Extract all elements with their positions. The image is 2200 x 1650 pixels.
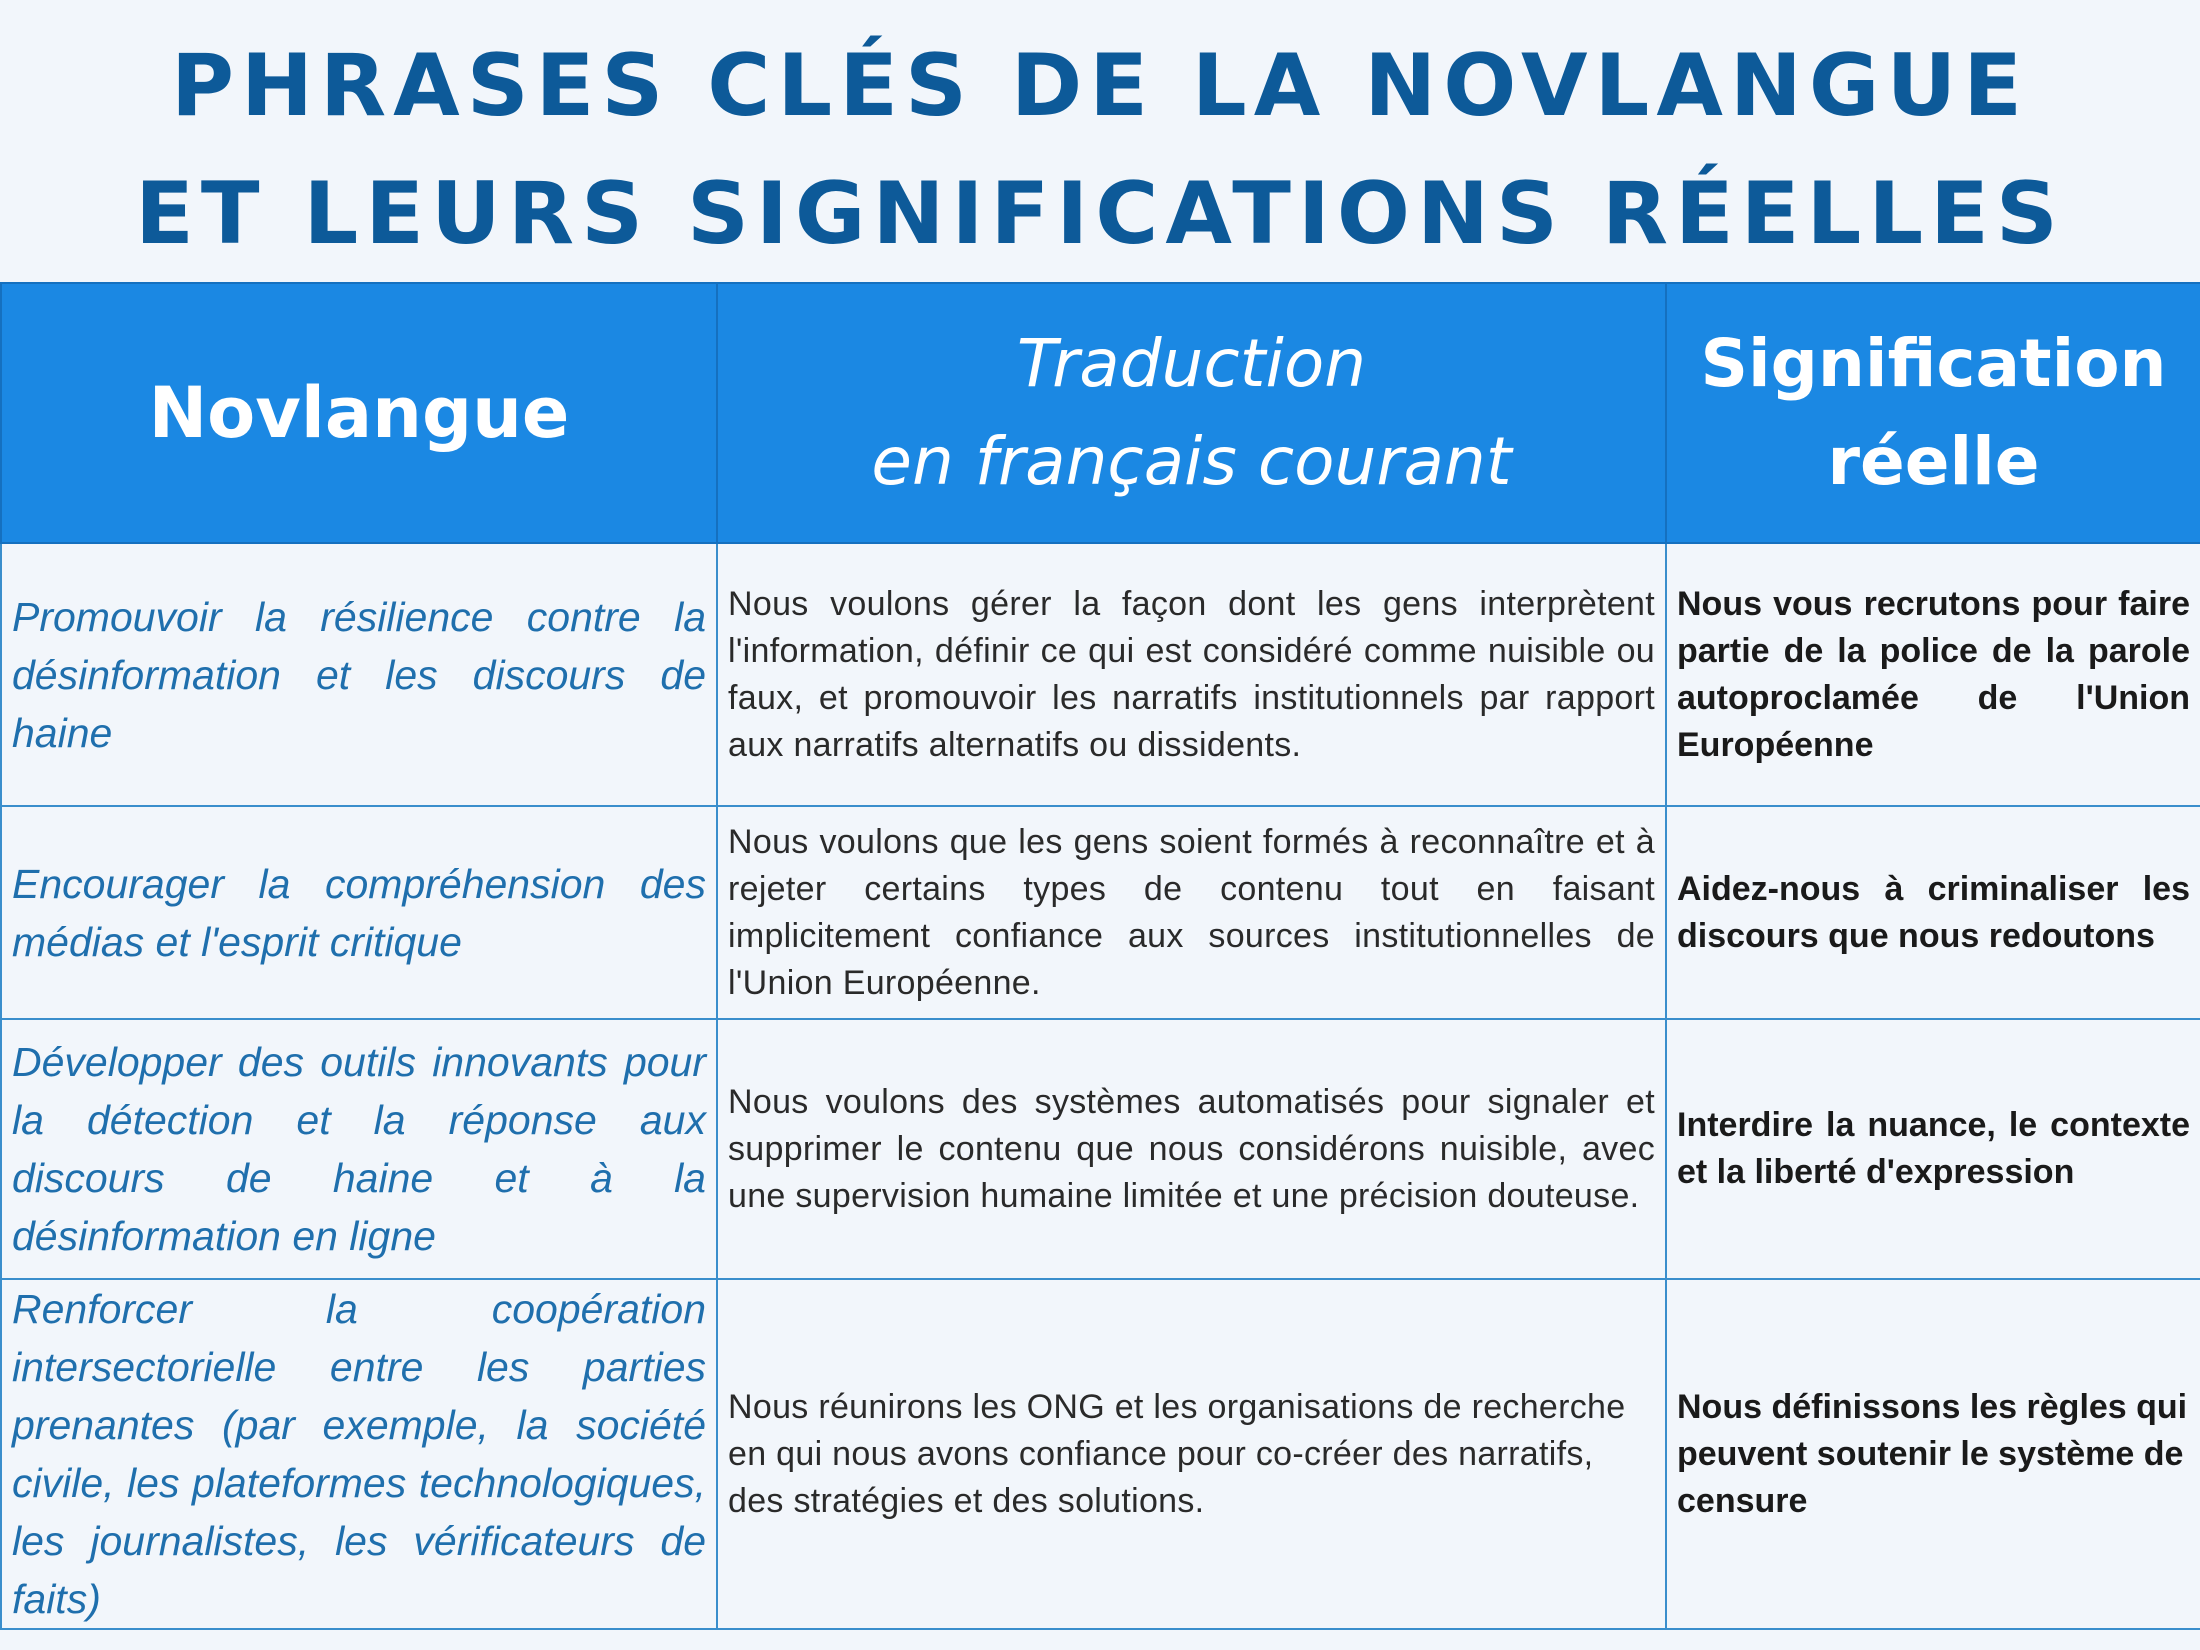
table-row bbox=[1, 1279, 2200, 1629]
header-traduction-line-1: Traduction bbox=[1016, 325, 1367, 402]
novlangue-cell: Encourager la compréhension des médias et l'esprit critique bbox=[1, 806, 717, 1019]
novlangue-cell: Développer des outils innovants pour la détection et la réponse aux discours de haine et à la désinformation en ligne bbox=[1, 1019, 717, 1279]
signification-cell: Interdire la nuance, le contexte et la liberté d'expression bbox=[1666, 1019, 2200, 1279]
header-signification-line-2: réelle bbox=[1827, 423, 2040, 500]
traduction-cell: Nous voulons des systèmes automatisés pour signaler et supprimer le contenu que nous considérons nuisible, avec une supervision humaine limitée et une précision douteuse. bbox=[717, 1019, 1666, 1279]
header-signification bbox=[1666, 283, 2200, 543]
table-row bbox=[1, 1019, 2200, 1279]
table-row bbox=[1, 543, 2200, 806]
newspeak-table bbox=[0, 282, 2200, 1630]
table-header-row bbox=[1, 283, 2200, 543]
novlangue-cell: Promouvoir la résilience contre la désinformation et les discours de haine bbox=[1, 543, 717, 806]
signification-cell: Aidez-nous à criminaliser les discours que nous redoutons bbox=[1666, 806, 2200, 1019]
signification-cell: Nous vous recrutons pour faire partie de la police de la parole autoproclamée de l'Union Européenne bbox=[1666, 543, 2200, 806]
page-title bbox=[0, 0, 2200, 282]
signification-cell: Nous définissons les règles qui peuvent soutenir le système de censure bbox=[1666, 1279, 2200, 1629]
title-line-2: ET LEURS SIGNIFICATIONS RÉELLES bbox=[135, 164, 2065, 264]
traduction-cell: Nous réunirons les ONG et les organisations de recherche en qui nous avons confiance pour co-créer des narratifs, des stratégies et des solutions. bbox=[717, 1279, 1666, 1629]
header-traduction-line-2: en français courant bbox=[871, 423, 1512, 500]
header-signification-line-1: Signification bbox=[1700, 325, 2167, 402]
header-novlangue-label: Novlangue bbox=[148, 372, 570, 454]
traduction-cell: Nous voulons que les gens soient formés à reconnaître et à rejeter certains types de contenu tout en faisant implicitement confiance aux sources institutionnelles de l'Union Européenne. bbox=[717, 806, 1666, 1019]
header-traduction bbox=[717, 283, 1666, 543]
novlangue-cell: Renforcer la coopération intersectorielle entre les parties prenantes (par exemple, la société civile, les plateformes technologiques, les journalistes, les vérificateurs de faits) bbox=[1, 1279, 717, 1629]
title-line-1: PHRASES CLÉS DE LA NOVLANGUE bbox=[170, 36, 2030, 136]
header-novlangue bbox=[1, 283, 717, 543]
traduction-cell: Nous voulons gérer la façon dont les gens interprètent l'information, définir ce qui est considéré comme nuisible ou faux, et promouvoir les narratifs institutionnels par rapport aux narratifs alternatifs ou dissidents. bbox=[717, 543, 1666, 806]
table-row bbox=[1, 806, 2200, 1019]
